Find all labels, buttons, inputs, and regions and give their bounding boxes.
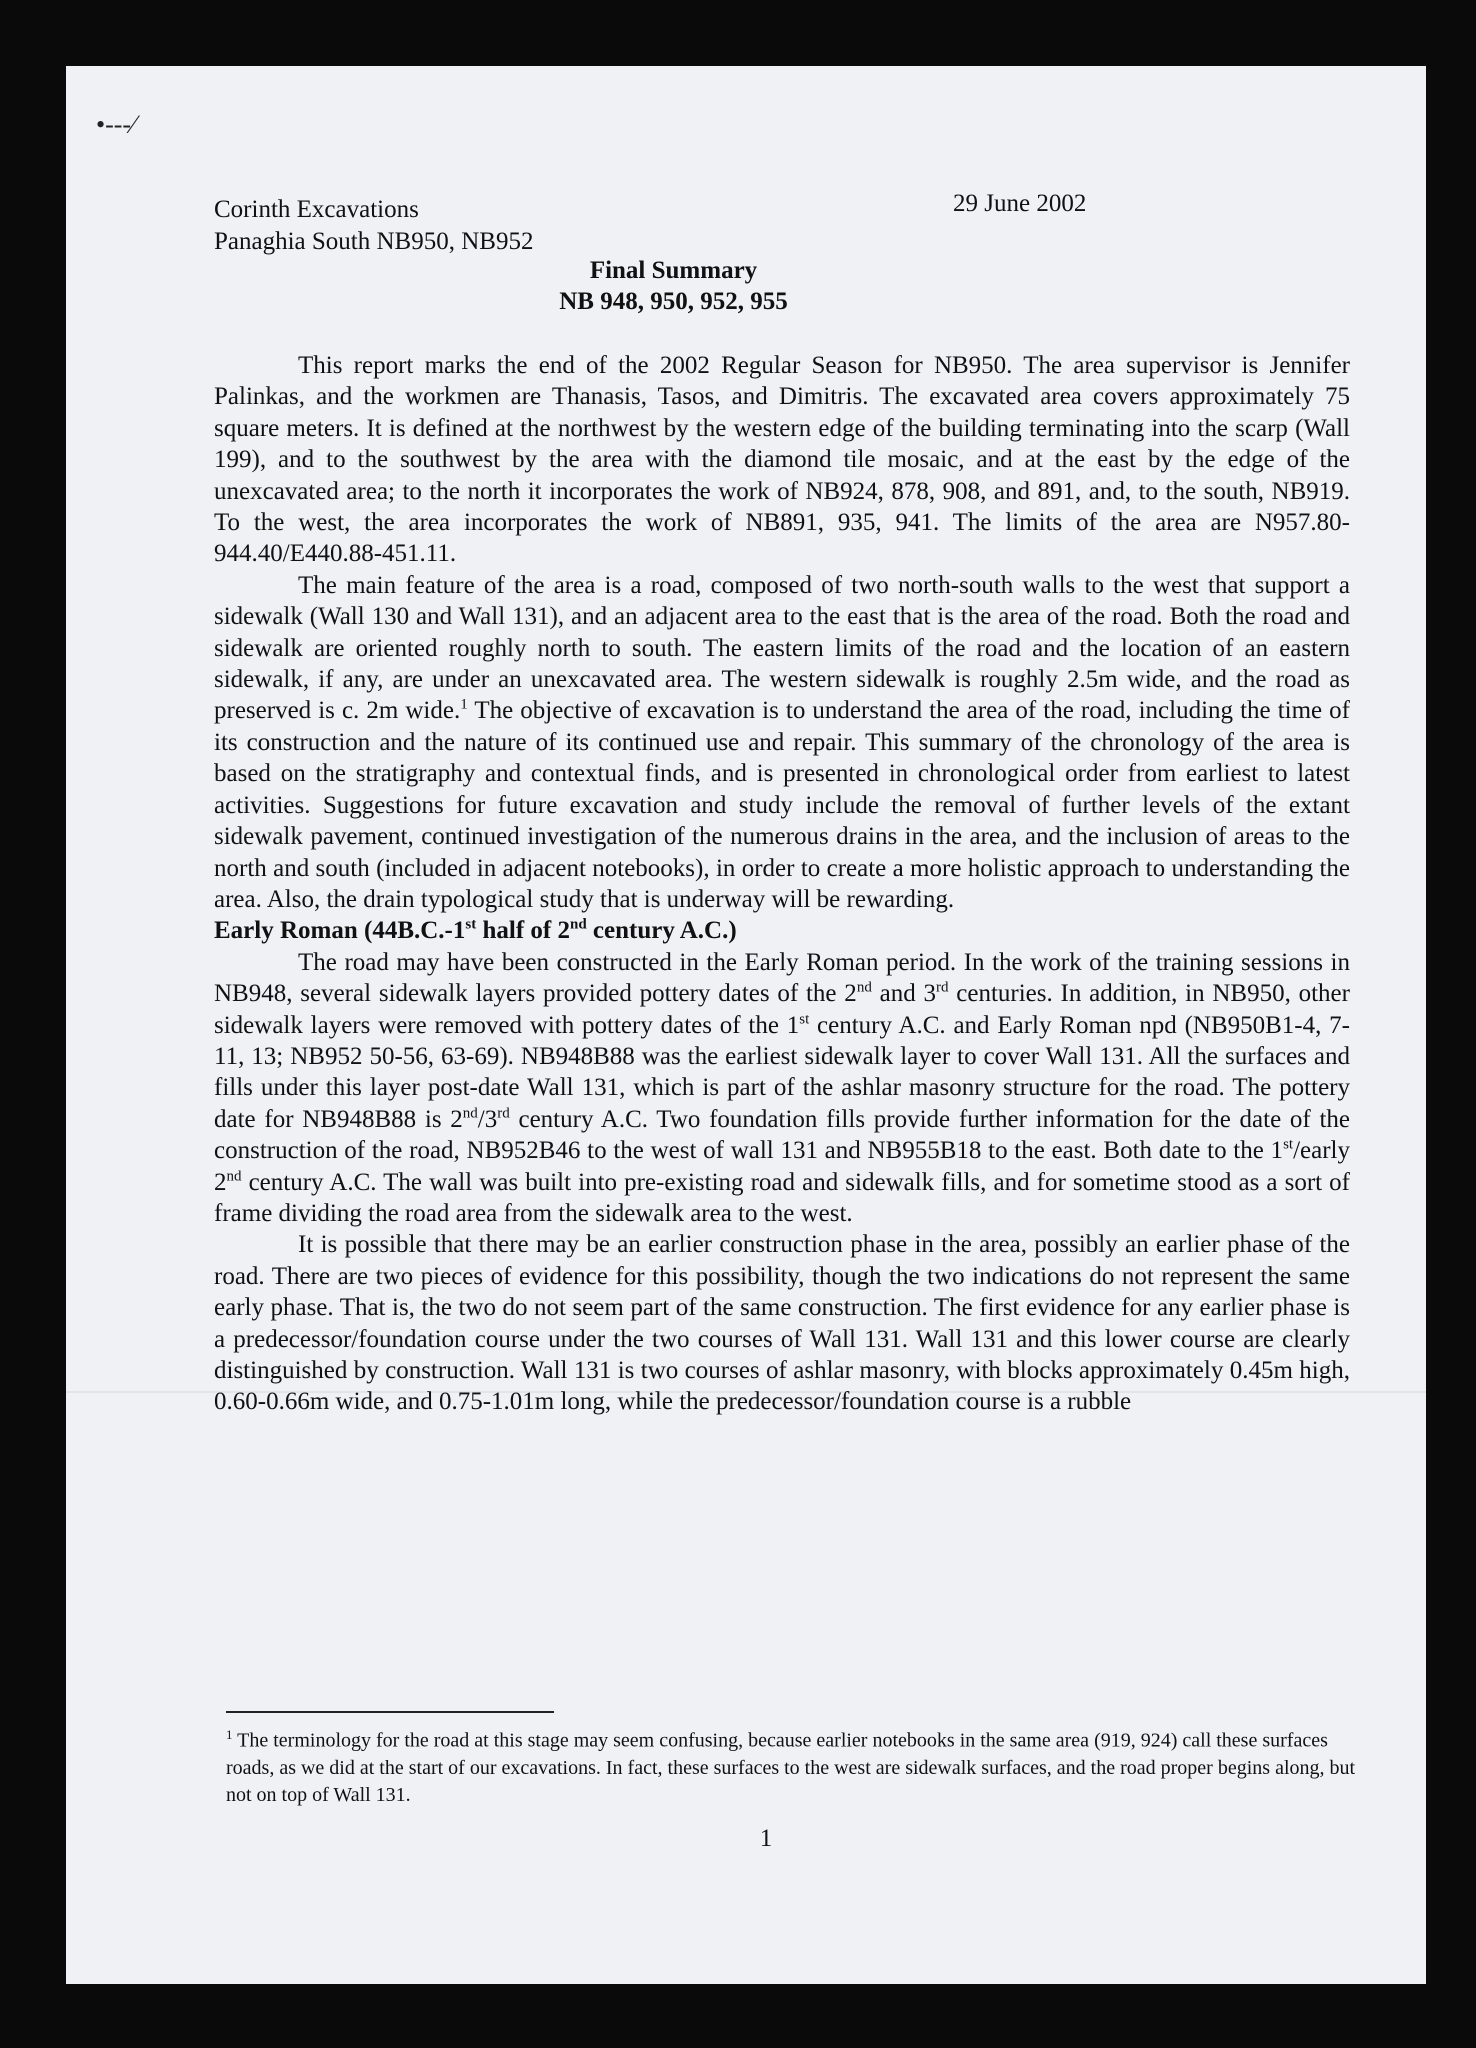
title-block [66, 255, 1281, 317]
paragraph-road-text-b: The objective of excavation is to understand the area of the road, including the time of its construction and the nature of its continued use and repair. This summary of the chronology of the area is based on the stratigraphy and contextual finds, and is presented in chronological order from earliest to latest activities. Suggestions for future excavation and study include the removal of further levels of the extant sidewalk pavement, continued investigation of the numerous drains in the area, and the inclusion of areas to the north and south (included in adjacent notebooks), in order to create a more holistic approach to understanding the area. Also, the drain typological study that is underway will be rewarding. [214, 697, 1351, 913]
text-run: century A.C. Two foundation fills provide further information for the date of the construction of the road, NB952B46 to the west of wall 131 and NB955B18 to the east. Both date to the 1 [214, 1105, 1350, 1165]
text-sup: st [799, 1011, 810, 1028]
footnote-divider [226, 1711, 554, 1713]
text-sup: rd [935, 979, 949, 996]
title-line-2: NB 948, 950, 952, 955 [559, 288, 788, 315]
paragraph-road [214, 570, 1350, 915]
text-run: century A.C. The wall was built into pre-existing road and sidewalk fills, and for sometime stood as a sort of frame dividing the road area from the sidewalk area to the west. [214, 1168, 1350, 1227]
heading-sup: nd [569, 916, 587, 933]
paragraph-intro: This report marks the end of the 2002 Regular Season for NB950. The area supervisor is Jennifer Palinkas, and the workmen are Thanasis, Tasos, and Dimitris. The excavated area covers approximately 75 square meters. It is defined at the northwest by the western edge of the building terminating into the scarp (Wall 199), and to the southwest by the area with the diamond tile mosaic, and at the east by the edge of the unexcavated area; to the north it incorporates the work of NB924, 878, 908, and 891, and, to the south, NB919. To the west, the area incorporates the work of NB891, 935, 941. The limits of the area are N957.80-944.40/E440.88-451.11. [214, 352, 1350, 568]
heading-sup: st [465, 916, 477, 933]
text-run: centuries. In addition, in NB950, other sidewalk layers were removed with pottery dates of the 1 [214, 980, 1350, 1039]
text-run: The road may have been constructed in the Early Roman period. In the work of the training sessions in NB948, several sidewalk layers provided pottery dates of the 2 [214, 948, 1350, 1008]
paragraph-early-roman [214, 947, 1350, 1230]
header-org: Corinth Excavations [214, 196, 419, 223]
header-location: Panaghia South NB950, NB952 [214, 228, 534, 255]
document-page [66, 66, 1426, 1984]
text-run: century A.C. and Early Roman npd (NB950B1-4, 7-11, 13; NB952 50-56, 63-69). NB948B88 was the earliest sidewalk layer to cover Wall 131. All the surfaces and fills under this layer post-date Wall 131, which is part of the ashlar masonry structure for the road. The pottery date for NB948B88 is 2 [214, 1011, 1350, 1133]
text-run: /3 [477, 1105, 498, 1133]
text-sup: nd [462, 1105, 478, 1122]
footnote [226, 1721, 1366, 1809]
footnote-ref: 1 [460, 697, 468, 714]
text-sup: nd [856, 979, 872, 996]
footnote-number: 1 [226, 1727, 233, 1742]
document-body [214, 350, 1350, 1418]
section-heading-early-roman [214, 915, 1350, 946]
heading-part: Early Roman (44B.C.-1 [214, 917, 466, 945]
text-sup: rd [497, 1105, 510, 1122]
title-line-1: Final Summary [589, 257, 758, 284]
text-sup: nd [226, 1168, 242, 1185]
header-left [214, 194, 533, 258]
text-run: and 3 [871, 980, 936, 1008]
header-date: 29 June 2002 [953, 190, 1087, 217]
page-number: 1 [759, 1825, 773, 1852]
heading-part: century A.C.) [586, 917, 737, 945]
paragraph-earlier-phase: It is possible that there may be an earlier construction phase in the area, possibly an earlier phase of the road. There are two pieces of evidence for this possibility, though the two indications do not represent the same early phase. That is, the two do not seem part of the same construction. The first evidence for any earlier phase is a predecessor/foundation course under the two courses of Wall 131. Wall 131 and this lower course are clearly distinguished by construction. Wall 131 is two courses of ashlar masonry, with blocks approximately 0.45m high, 0.60-0.66m wide, and 0.75-1.01m long, while the predecessor/foundation course is a rubble [214, 1231, 1350, 1416]
heading-part: half of 2 [476, 917, 570, 945]
paragraph-road-text-a: The main feature of the area is a road, composed of two north-south walls to the west that support a sidewalk (Wall 130 and Wall 131), and an adjacent area to the east that is the area of the road. Both the road and sidewalk are oriented roughly north to south. The eastern limits of the road and the location of an eastern sidewalk, if any, are under an unexcavated area. The western sidewalk is roughly 2.5m wide, and the road as preserved is c. 2m wide. [214, 571, 1350, 725]
pen-mark-icon: •‐‐‐⁄ [96, 110, 136, 139]
text-run: /early 2 [214, 1137, 1350, 1196]
text-sup: st [1283, 1136, 1294, 1153]
footnote-text: The terminology for the road at this stage may seem confusing, because earlier notebooks in the same area (919, 924) call these surfaces roads, as we did at the start of our excavations. In fact, these surfaces to the west are sidewalk surfaces, and the road proper begins along, but not on top of Wall 131. [226, 1729, 1356, 1806]
